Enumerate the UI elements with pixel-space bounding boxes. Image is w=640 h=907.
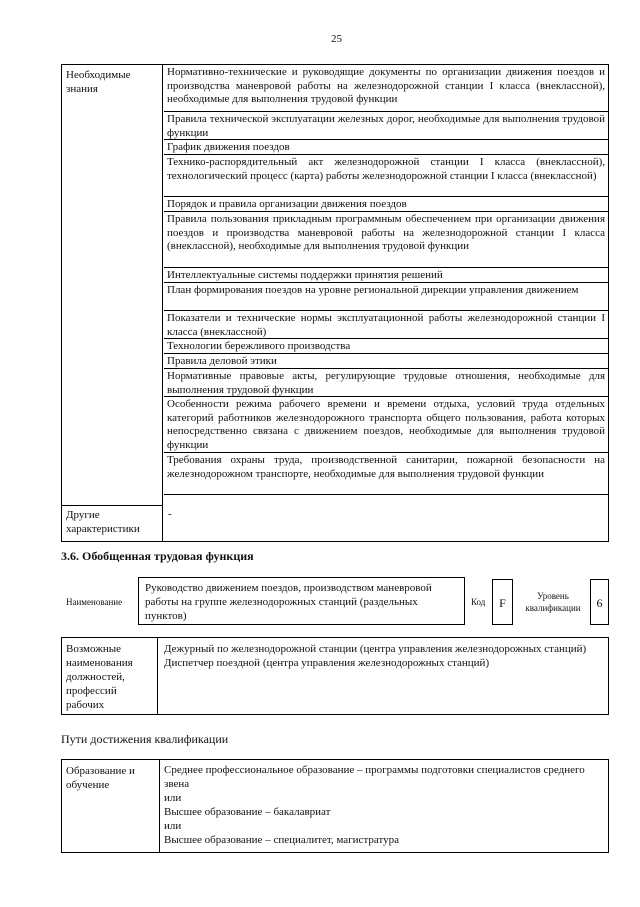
section-title: 3.6. Обобщенная трудовая функция bbox=[61, 549, 254, 563]
education-line: Среднее профессиональное образование – программы подготовки специалистов среднего звена bbox=[164, 764, 585, 790]
knowledge-item: Требования охраны труда, производственной санитарии, пожарной безопасности на железнодорожном транспорте, необходимые для выполнения трудовой функции bbox=[164, 453, 608, 495]
knowledge-item: Нормативные правовые акты, регулирующие трудовые отношения, необходимые для выполнения трудовой функции bbox=[164, 369, 608, 397]
knowledge-label: Необходимые знания bbox=[62, 65, 163, 506]
positions-label: Возможные наименования должностей, профессий рабочих bbox=[62, 638, 158, 714]
knowledge-item: Особенности режима рабочего времени и времени отдыха, условий труда отдельных категорий работников железнодорожного транспорта общего пользования, работа которых непосредственно связана с движением поездов, необходимые для выполнения трудовой функции bbox=[164, 397, 608, 453]
knowledge-item: График движения поездов bbox=[164, 140, 608, 155]
knowledge-item: Интеллектуальные системы поддержки принятия решений bbox=[164, 268, 608, 283]
knowledge-item: План формирования поездов на уровне региональной дирекции управления движением bbox=[164, 283, 608, 311]
knowledge-item: Правила пользования прикладным программным обеспечением при организации движения поездов и производства маневровой работы на железнодорожной станции I класса (внеклассной), необходимые для выполнения трудовой функции bbox=[164, 212, 608, 268]
function-name-label: Наименование bbox=[66, 597, 123, 607]
qualification-level-value: 6 bbox=[590, 579, 609, 625]
code-value: F bbox=[492, 579, 513, 625]
positions-values bbox=[164, 642, 604, 670]
knowledge-item: Правила деловой этики bbox=[164, 354, 608, 369]
knowledge-item: Порядок и правила организации движения поездов bbox=[164, 197, 608, 212]
code-label: Код bbox=[471, 597, 486, 607]
education-line: или bbox=[164, 792, 182, 804]
education-line: Высшее образование – бакалавриат bbox=[164, 806, 331, 818]
knowledge-item: Технологии бережливого производства bbox=[164, 339, 608, 354]
positions-table bbox=[61, 637, 609, 715]
position-item: Дежурный по железнодорожной станции (центра управления железнодорожных станций) bbox=[164, 643, 587, 655]
page-number: 25 bbox=[331, 33, 342, 45]
education-label: Образование и обучение bbox=[62, 760, 160, 852]
other-characteristics-value: - bbox=[168, 508, 172, 520]
other-characteristics-label: Другие характеристики bbox=[62, 506, 163, 541]
function-name: Руководство движением поездов, производством маневровой работы на группе железнодорожных станций (раздельных пунктов) bbox=[138, 577, 465, 625]
position-item: Диспетчер поездной (центра управления железнодорожных станций) bbox=[164, 657, 490, 669]
qualification-paths-title: Пути достижения квалификации bbox=[61, 732, 229, 746]
knowledge-item: Показатели и технические нормы эксплуатационной работы железнодорожной станции I класса (внеклассной) bbox=[164, 311, 608, 339]
knowledge-item: Правила технической эксплуатации железных дорог, необходимые для выполнения трудовой функции bbox=[164, 112, 608, 140]
knowledge-item: Технико-распорядительный акт железнодорожной станции I класса (внеклассной), технологический процесс (карта) работы железнодорожной станции I класса (внеклассной) bbox=[164, 155, 608, 197]
knowledge-items bbox=[164, 65, 608, 495]
required-knowledge-table bbox=[61, 64, 609, 542]
knowledge-item: Нормативно-технические и руководящие документы по организации движения поездов и производства маневровой работы на железнодорожной станции I класса (внеклассной), необходимые для выполнения трудовой функции bbox=[164, 65, 608, 112]
education-line: или bbox=[164, 820, 182, 832]
qualification-level-label: Уровень квалификации bbox=[525, 591, 581, 613]
education-table bbox=[61, 759, 609, 853]
education-values bbox=[164, 763, 604, 847]
education-line: Высшее образование – специалитет, магистратура bbox=[164, 834, 400, 846]
